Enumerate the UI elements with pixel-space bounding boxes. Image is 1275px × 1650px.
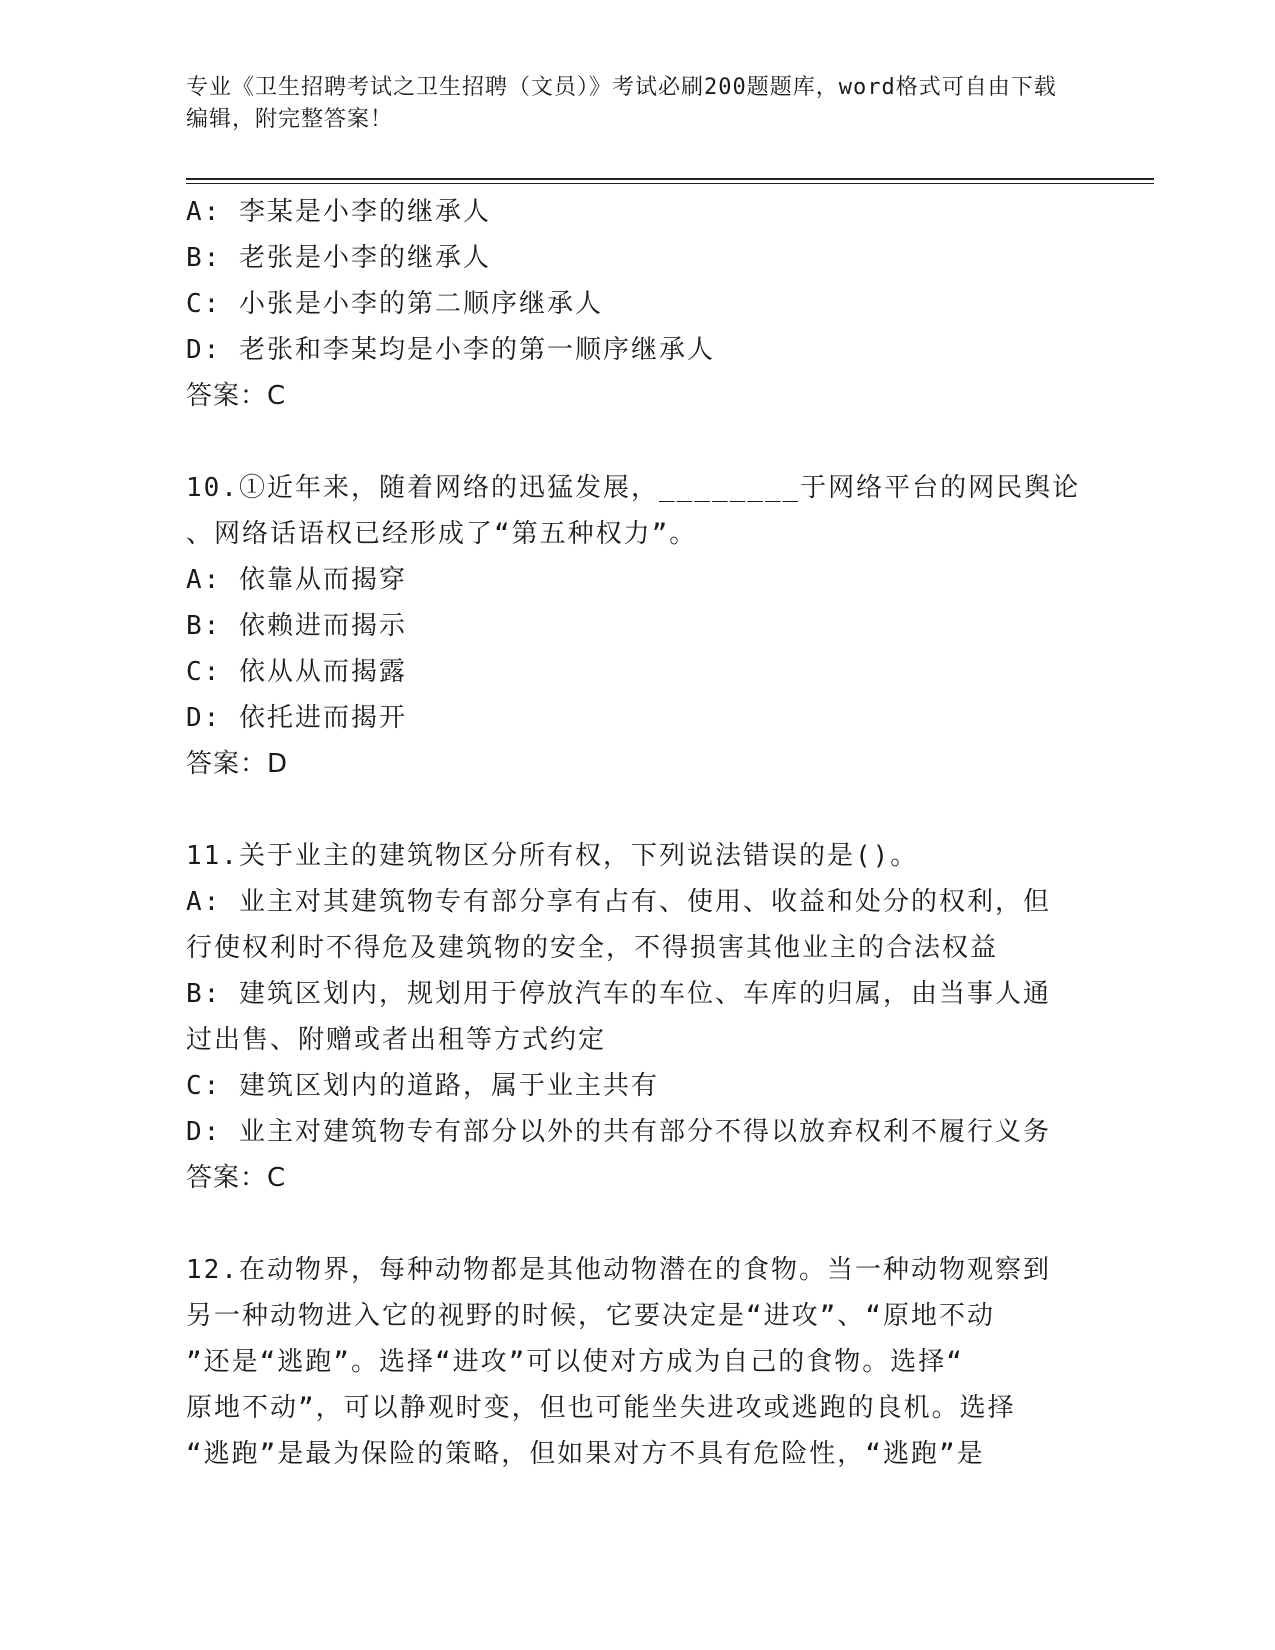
question-stem-continued: “逃跑”是最为保险的策略，但如果对方不具有危险性，“逃跑”是: [186, 1439, 985, 1469]
option-c: C: 依从从而揭露: [186, 657, 407, 687]
question-stem-continued: 另一种动物进入它的视野的时候，它要决定是“进攻”、“原地不动: [186, 1301, 995, 1331]
page-header: [186, 72, 1066, 136]
option-d: D: 业主对建筑物专有部分以外的共有部分不得以放弃权利不履行义务: [186, 1117, 1051, 1147]
question-stem: 10.①近年来，随着网络的迅猛发展，________于网络平台的网民舆论: [186, 473, 1081, 503]
question-stem-continued: ”还是“逃跑”。选择“进攻”可以使对方成为自己的食物。选择“: [186, 1347, 964, 1377]
header-title: 专业《卫生招聘考试之卫生招聘（文员）》考试必刷200题题库，word格式可自由下载编辑，附完整答案！: [186, 75, 1057, 132]
option-d: D: 依托进而揭开: [186, 703, 407, 733]
question-12: [186, 1247, 1086, 1477]
question-11: [186, 833, 1086, 1201]
question-9: [186, 189, 1086, 419]
option-b: B: 建筑区划内，规划用于停放汽车的车位、车库的归属，由当事人通: [186, 979, 1051, 1009]
option-c: C: 小张是小李的第二顺序继承人: [186, 289, 603, 319]
option-a-continued: 行使权利时不得危及建筑物的安全，不得损害其他业主的合法权益: [186, 933, 999, 963]
option-b-continued: 过出售、附赠或者出租等方式约定: [186, 1025, 607, 1055]
option-d: D: 老张和李某均是小李的第一顺序继承人: [186, 335, 715, 365]
option-a: A: 李某是小李的继承人: [186, 197, 491, 227]
option-a: A: 业主对其建筑物专有部分享有占有、使用、收益和处分的权利，但: [186, 887, 1051, 917]
question-stem: 11.关于业主的建筑物区分所有权，下列说法错误的是()。: [186, 841, 919, 871]
option-c: C: 建筑区划内的道路，属于业主共有: [186, 1071, 659, 1101]
option-b: B: 依赖进而揭示: [186, 611, 407, 641]
header-divider-thin: [186, 183, 1154, 184]
question-stem: 12.在动物界，每种动物都是其他动物潜在的食物。当一种动物观察到: [186, 1255, 1051, 1285]
answer: 答案：C: [186, 1163, 287, 1193]
answer: 答案：C: [186, 381, 287, 411]
document-body: [186, 189, 1086, 1477]
option-b: B: 老张是小李的继承人: [186, 243, 491, 273]
question-10: [186, 465, 1086, 787]
answer: 答案：D: [186, 749, 289, 779]
option-a: A: 依靠从而揭穿: [186, 565, 407, 595]
question-stem-continued: 、网络话语权已经形成了“第五种权力”。: [186, 519, 698, 549]
header-divider-thick: [186, 178, 1154, 180]
question-stem-continued: 原地不动”，可以静观时变，但也可能坐失进攻或逃跑的良机。选择: [186, 1393, 1016, 1423]
